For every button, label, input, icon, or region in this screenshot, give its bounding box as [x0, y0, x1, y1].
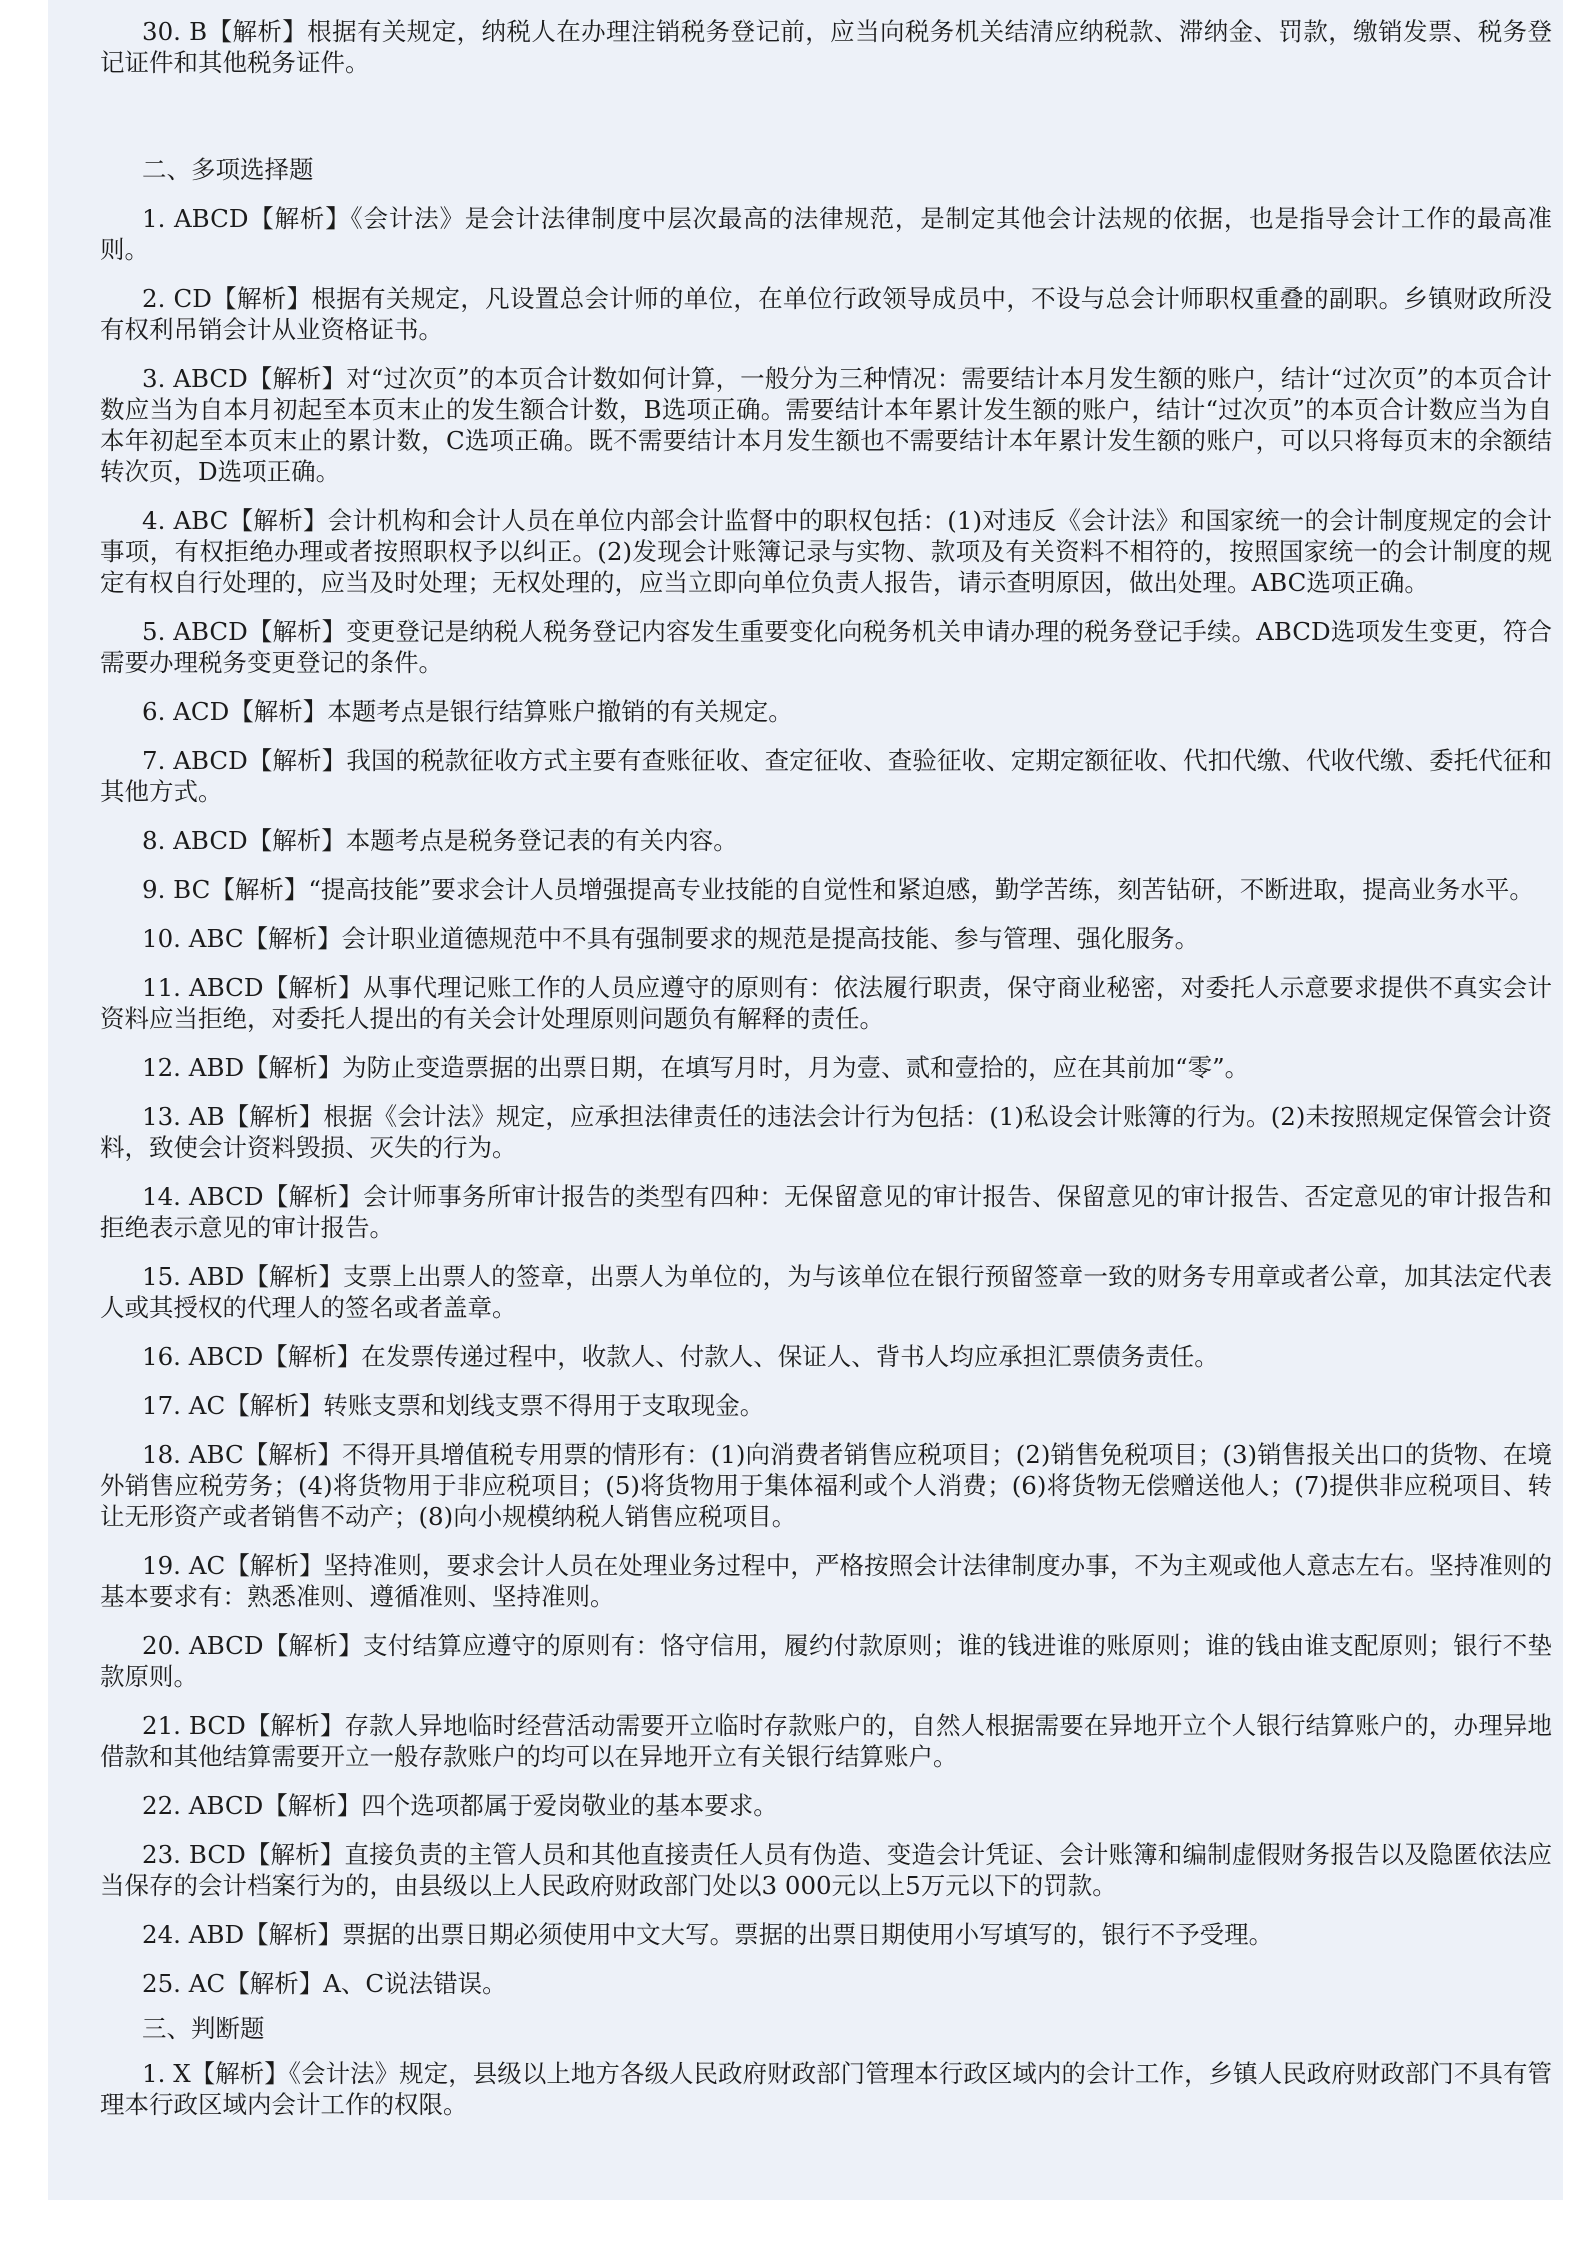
answer-text: 9. BC【解析】“提高技能”要求会计人员增强提高专业技能的自觉性和紧迫感，勤学苦练，刻苦钻研，不断进取，提高业务水平。 [142, 875, 1534, 904]
answer-item [100, 16, 1552, 78]
answer-item [100, 203, 1552, 265]
document-page [48, 0, 1563, 2200]
answer-text: 10. ABC【解析】会计职业道德规范中不具有强制要求的规范是提高技能、参与管理、强化服务。 [142, 924, 1200, 953]
answer-text: 14. ABCD【解析】会计师事务所审计报告的类型有四种：无保留意见的审计报告、保留意见的审计报告、否定意见的审计报告和拒绝表示意见的审计报告。 [100, 1182, 1552, 1242]
answer-text: 21. BCD【解析】存款人异地临时经营活动需要开立临时存款账户的，自然人根据需要在异地开立个人银行结算账户的，办理异地借款和其他结算需要开立一般存款账户的均可以在异地开立有关银行结算账户。 [100, 1711, 1552, 1771]
answer-item [100, 1630, 1552, 1692]
section-heading-text: 三、判断题 [142, 2014, 265, 2043]
answer-text: 30. B【解析】根据有关规定，纳税人在办理注销税务登记前，应当向税务机关结清应纳税款、滞纳金、罚款，缴销发票、税务登记证件和其他税务证件。 [100, 17, 1552, 77]
answer-item [100, 2058, 1552, 2120]
answer-text: 1. ABCD【解析】《会计法》是会计法律制度中层次最高的法律规范，是制定其他会计法规的依据，也是指导会计工作的最高准则。 [100, 204, 1552, 264]
answer-item [100, 616, 1552, 678]
answer-item [100, 1919, 1552, 1950]
answer-item [100, 1261, 1552, 1323]
answer-text: 22. ABCD【解析】四个选项都属于爱岗敬业的基本要求。 [142, 1791, 778, 1820]
answer-text: 1. X【解析】《会计法》规定，县级以上地方各级人民政府财政部门管理本行政区域内的会计工作，乡镇人民政府财政部门不具有管理本行政区域内会计工作的权限。 [100, 2059, 1552, 2119]
answer-item [100, 745, 1552, 807]
answer-item [100, 1101, 1552, 1163]
answer-item [100, 1839, 1552, 1901]
answer-text: 3. ABCD【解析】对“过次页”的本页合计数如何计算，一般分为三种情况：需要结计本月发生额的账户，结计“过次页”的本页合计数应当为自本月初起至本页末止的发生额合计数，B选项正确。需要结计本年累计发生额的账户，结计“过次页”的本页合计数应当为自本年初起至本页末止的累计数，C选项正确。既不需要结计本月发生额也不需要结计本年累计发生额的账户，可以只将每页末的余额结转次页，D选项正确。 [100, 364, 1552, 486]
answer-item [100, 363, 1552, 487]
answer-text: 6. ACD【解析】本题考点是银行结算账户撤销的有关规定。 [142, 697, 793, 726]
answer-text: 18. ABC【解析】不得开具增值税专用票的情形有：(1)向消费者销售应税项目；(2)销售免税项目；(3)销售报关出口的货物、在境外销售应税劳务；(4)将货物用于非应税项目；(5)将货物用于集体福利或个人消费；(6)将货物无偿赠送他人；(7)提供非应税项目、转让无形资产或者销售不动产；(8)向小规模纳税人销售应税项目。 [100, 1440, 1552, 1531]
section-heading [100, 2013, 1563, 2044]
answer-text: 25. AC【解析】A、C说法错误。 [142, 1969, 507, 1998]
answer-item [100, 1550, 1552, 1612]
answer-text: 15. ABD【解析】支票上出票人的签章，出票人为单位的，为与该单位在银行预留签章一致的财务专用章或者公章，加其法定代表人或其授权的代理人的签名或者盖章。 [100, 1262, 1552, 1322]
answer-item [100, 1052, 1552, 1083]
answer-text: 23. BCD【解析】直接负责的主管人员和其他直接责任人员有伪造、变造会计凭证、会计账簿和编制虚假财务报告以及隐匿依法应当保存的会计档案行为的，由县级以上人民政府财政部门处以3 000元以上5万元以下的罚款。 [100, 1840, 1552, 1900]
answer-item [100, 874, 1552, 905]
answer-text: 7. ABCD【解析】我国的税款征收方式主要有查账征收、查定征收、查验征收、定期定额征收、代扣代缴、代收代缴、委托代征和其他方式。 [100, 746, 1552, 806]
answer-item [100, 825, 1552, 856]
answer-item [100, 283, 1552, 345]
answer-text: 17. AC【解析】转账支票和划线支票不得用于支取现金。 [142, 1391, 765, 1420]
answer-text: 5. ABCD【解析】变更登记是纳税人税务登记内容发生重要变化向税务机关申请办理的税务登记手续。ABCD选项发生变更，符合需要办理税务变更登记的条件。 [100, 617, 1552, 677]
answer-text: 8. ABCD【解析】本题考点是税务登记表的有关内容。 [142, 826, 738, 855]
answer-text: 2. CD【解析】根据有关规定，凡设置总会计师的单位，在单位行政领导成员中，不设与总会计师职权重叠的副职。乡镇财政所没有权利吊销会计从业资格证书。 [100, 284, 1552, 344]
answer-text: 19. AC【解析】坚持准则，要求会计人员在处理业务过程中，严格按照会计法律制度办事，不为主观或他人意志左右。坚持准则的基本要求有：熟悉准则、遵循准则、坚持准则。 [100, 1551, 1552, 1611]
section-heading-text: 二、多项选择题 [142, 155, 314, 184]
answer-item [100, 972, 1552, 1034]
answer-text: 12. ABD【解析】为防止变造票据的出票日期，在填写月时，月为壹、贰和壹拾的，应在其前加“零”。 [142, 1053, 1250, 1082]
answer-item [100, 1710, 1552, 1772]
answer-text: 24. ABD【解析】票据的出票日期必须使用中文大写。票据的出票日期使用小写填写的，银行不予受理。 [142, 1920, 1274, 1949]
answer-text: 16. ABCD【解析】在发票传递过程中，收款人、付款人、保证人、背书人均应承担汇票债务责任。 [142, 1342, 1219, 1371]
section-heading [100, 154, 1563, 185]
answer-item [100, 1790, 1552, 1821]
answer-item [100, 1181, 1552, 1243]
answer-item [100, 1390, 1552, 1421]
answer-item [100, 923, 1552, 954]
answer-item [100, 1968, 1552, 1999]
answer-text: 20. ABCD【解析】支付结算应遵守的原则有：恪守信用，履约付款原则；谁的钱进谁的账原则；谁的钱由谁支配原则；银行不垫款原则。 [100, 1631, 1552, 1691]
answer-item [100, 505, 1552, 598]
answer-item [100, 1341, 1552, 1372]
answer-text: 11. ABCD【解析】从事代理记账工作的人员应遵守的原则有：依法履行职责，保守商业秘密，对委托人示意要求提供不真实会计资料应当拒绝，对委托人提出的有关会计处理原则问题负有解释的责任。 [100, 973, 1552, 1033]
answer-text: 4. ABC【解析】会计机构和会计人员在单位内部会计监督中的职权包括：(1)对违反《会计法》和国家统一的会计制度规定的会计事项，有权拒绝办理或者按照职权予以纠正。(2)发现会计账簿记录与实物、款项及有关资料不相符的，按照国家统一的会计制度的规定有权自行处理的，应当及时处理；无权处理的，应当立即向单位负责人报告，请示查明原因，做出处理。ABC选项正确。 [100, 506, 1552, 597]
answer-item [100, 696, 1552, 727]
answer-text: 13. AB【解析】根据《会计法》规定，应承担法律责任的违法会计行为包括：(1)私设会计账簿的行为。(2)未按照规定保管会计资料，致使会计资料毁损、灭失的行为。 [100, 1102, 1552, 1162]
answer-item [100, 1439, 1552, 1532]
